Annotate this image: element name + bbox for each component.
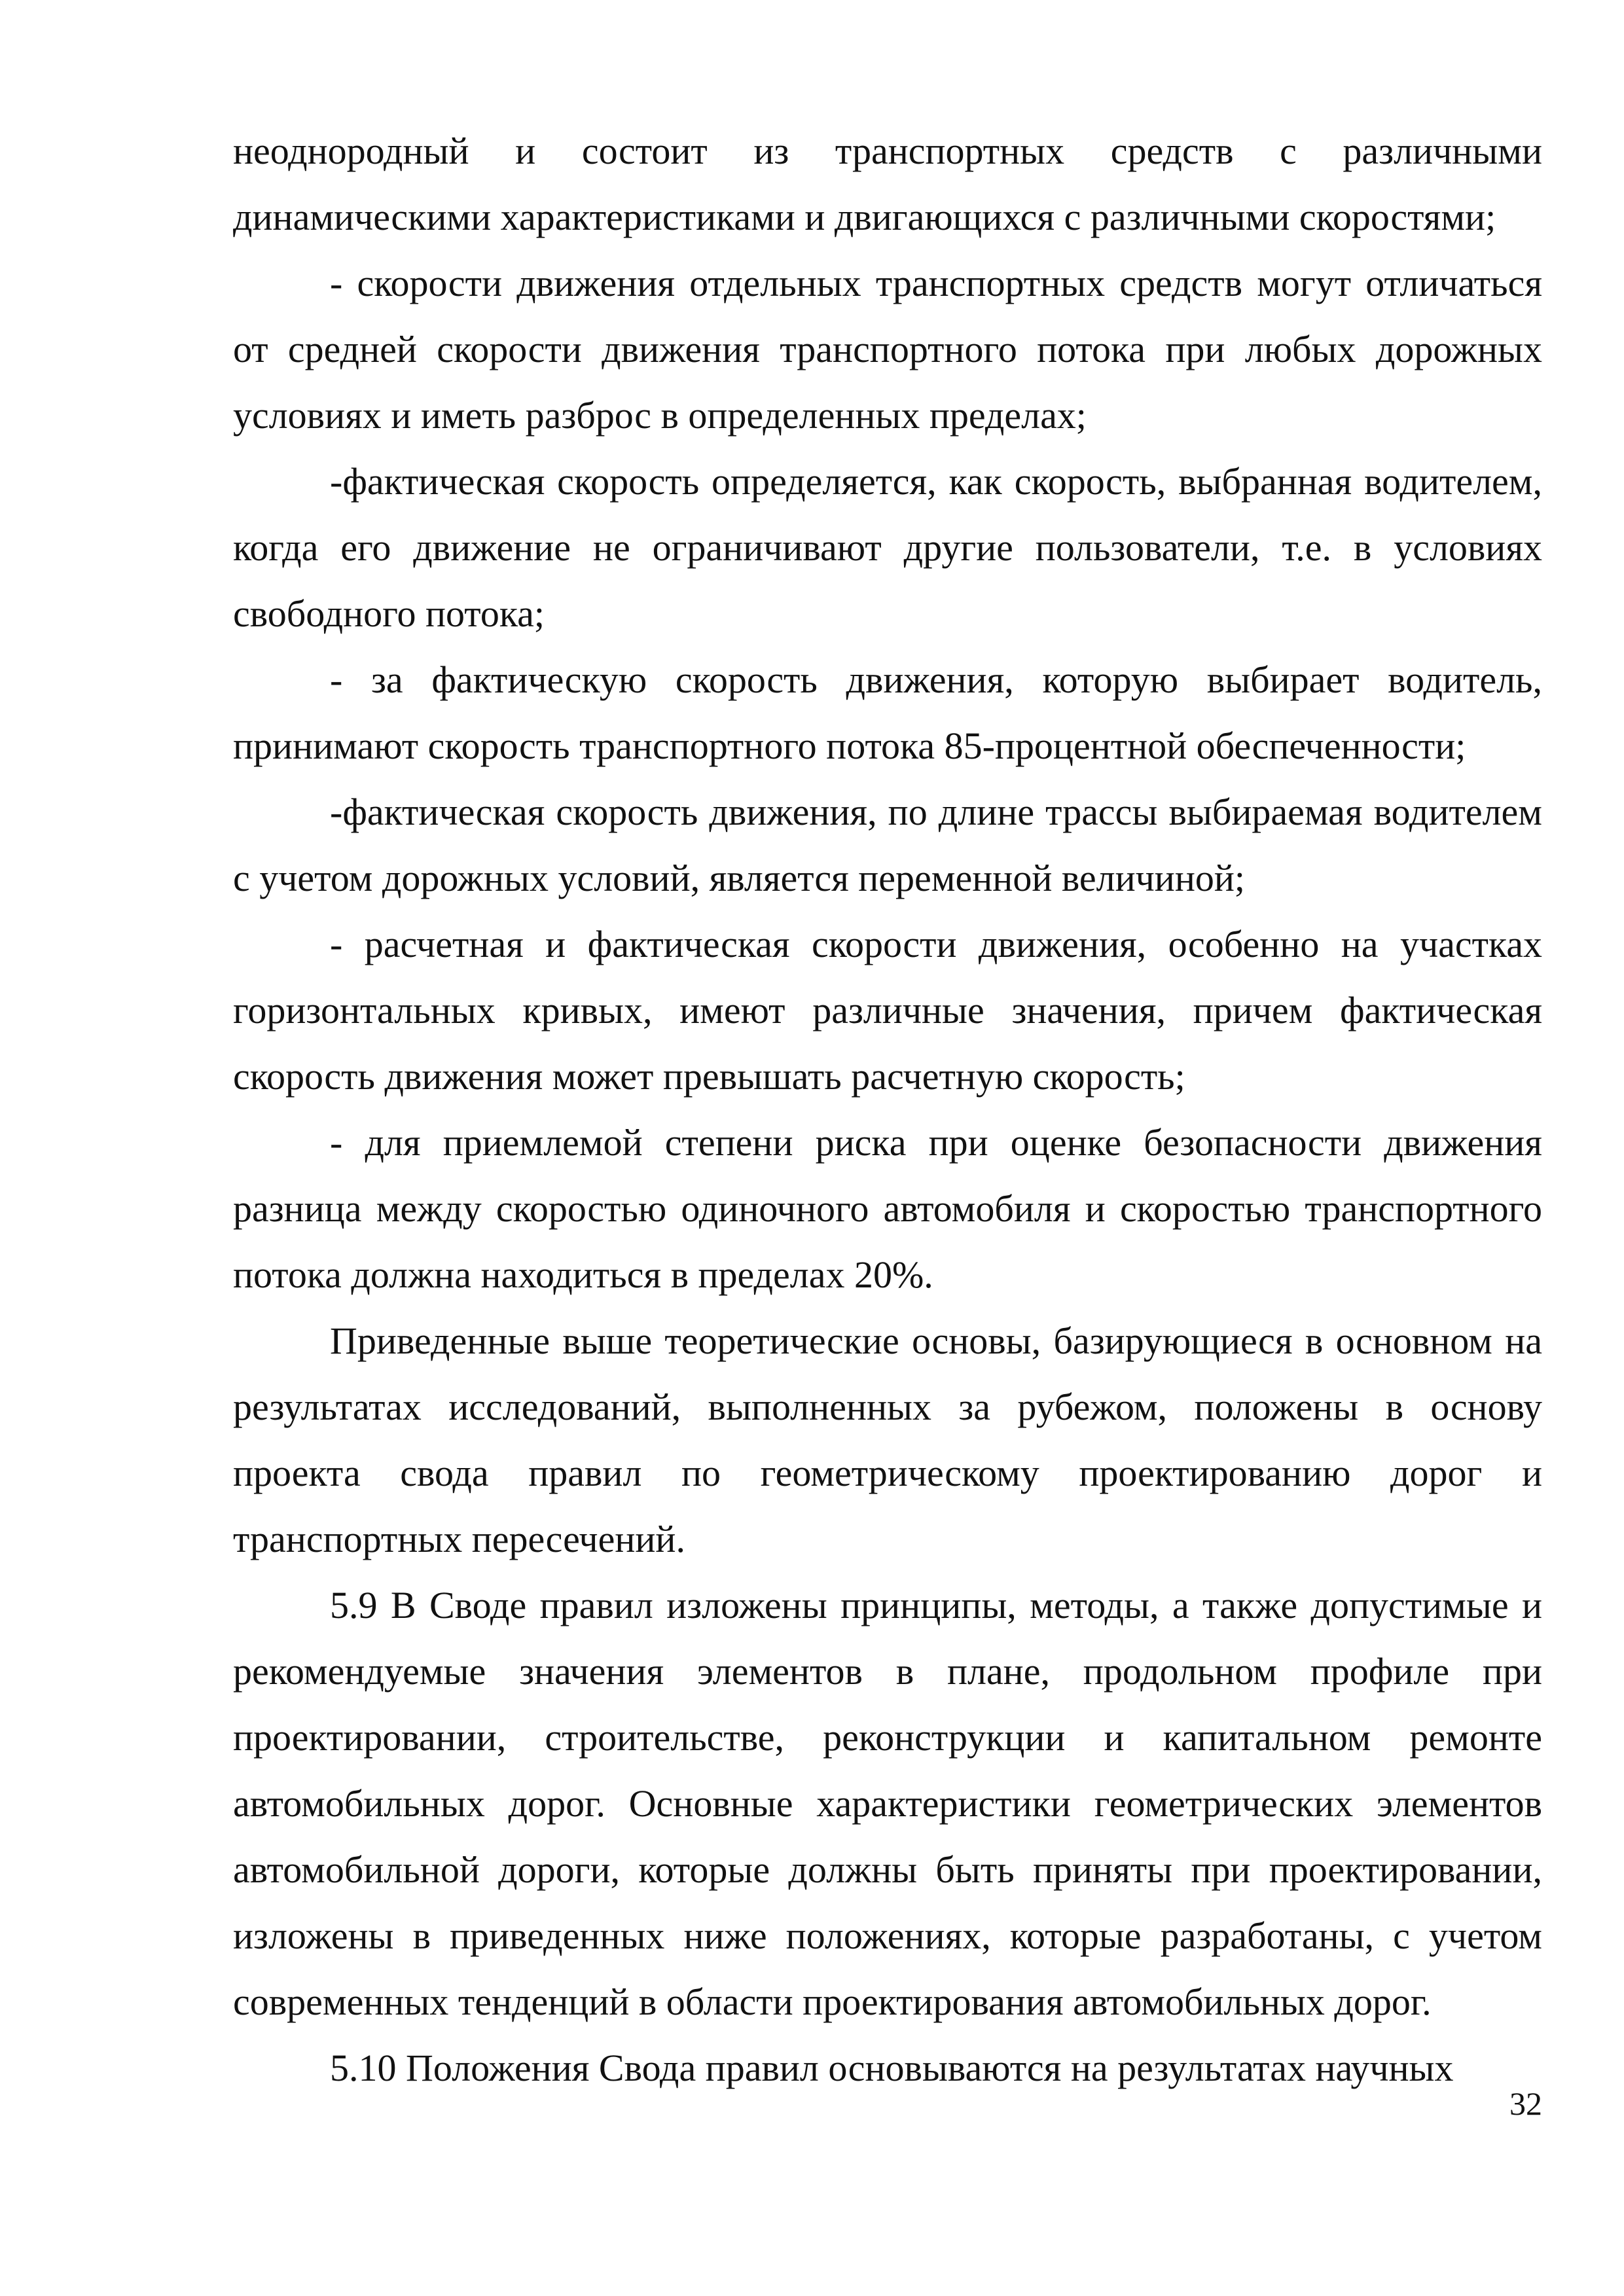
paragraph-theoretical-basis: Приведенные выше теоретические основы, базирующиеся в основном на результатах исследований, выполненных за рубежом, положены в основу проекта свода правил по геометрическому проектированию дорог и транспортных пересечений. — [233, 1319, 1542, 1560]
document-body — [233, 118, 1542, 2101]
paragraph-section-5-9: 5.9 В Своде правил изложены принципы, методы, а также допустимые и рекомендуемые значения элементов в плане, продольном профиле при проектировании, строительстве, реконструкции и капитальном ремонте автомобильных дорог. Основные характеристики геометрических элементов автомобильной дороги, которые должны быть приняты при проектировании, изложены в приведенных ниже положениях, которые разработаны, с учетом современных тенденций в области проектирования автомобильных дорог. — [233, 1584, 1542, 2023]
paragraph-85-percent-speed: - за фактическую скорость движения, которую выбирает водитель, принимают скорость транспортного потока 85-процентной обеспеченности; — [233, 658, 1542, 767]
paragraph-section-5-10: 5.10 Положения Свода правил основываются на результатах научных — [330, 2047, 1454, 2089]
paragraph-actual-speed-definition: -фактическая скорость определяется, как скорость, выбранная водителем, когда его движение не ограничивают другие пользователи, т.е. в условиях свободного потока; — [233, 460, 1542, 635]
paragraph-speed-variation: - скорости движения отдельных транспортных средств могут отличаться от средней скорости движения транспортного потока при любых дорожных условиях и иметь разброс в определенных пределах; — [233, 262, 1542, 437]
paragraph-design-vs-actual-speed: - расчетная и фактическая скорости движения, особенно на участках горизонтальных кривых, имеют различные значения, причем фактическая скорость движения может превышать расчетную скорость; — [233, 923, 1542, 1098]
paragraph-risk-level: - для приемлемой степени риска при оценке безопасности движения разница между скоростью одиночного автомобиля и скоростью транспортного потока должна находиться в пределах 20%. — [233, 1121, 1542, 1296]
page-number: 32 — [1509, 2085, 1542, 2122]
paragraph-continuation: неоднородный и состоит из транспортных средств с различными динамическими характеристиками и двигающихся с различными скоростями; — [233, 130, 1542, 238]
paragraph-variable-speed: -фактическая скорость движения, по длине трассы выбираемая водителем с учетом дорожных условий, является переменной величиной; — [233, 791, 1542, 899]
